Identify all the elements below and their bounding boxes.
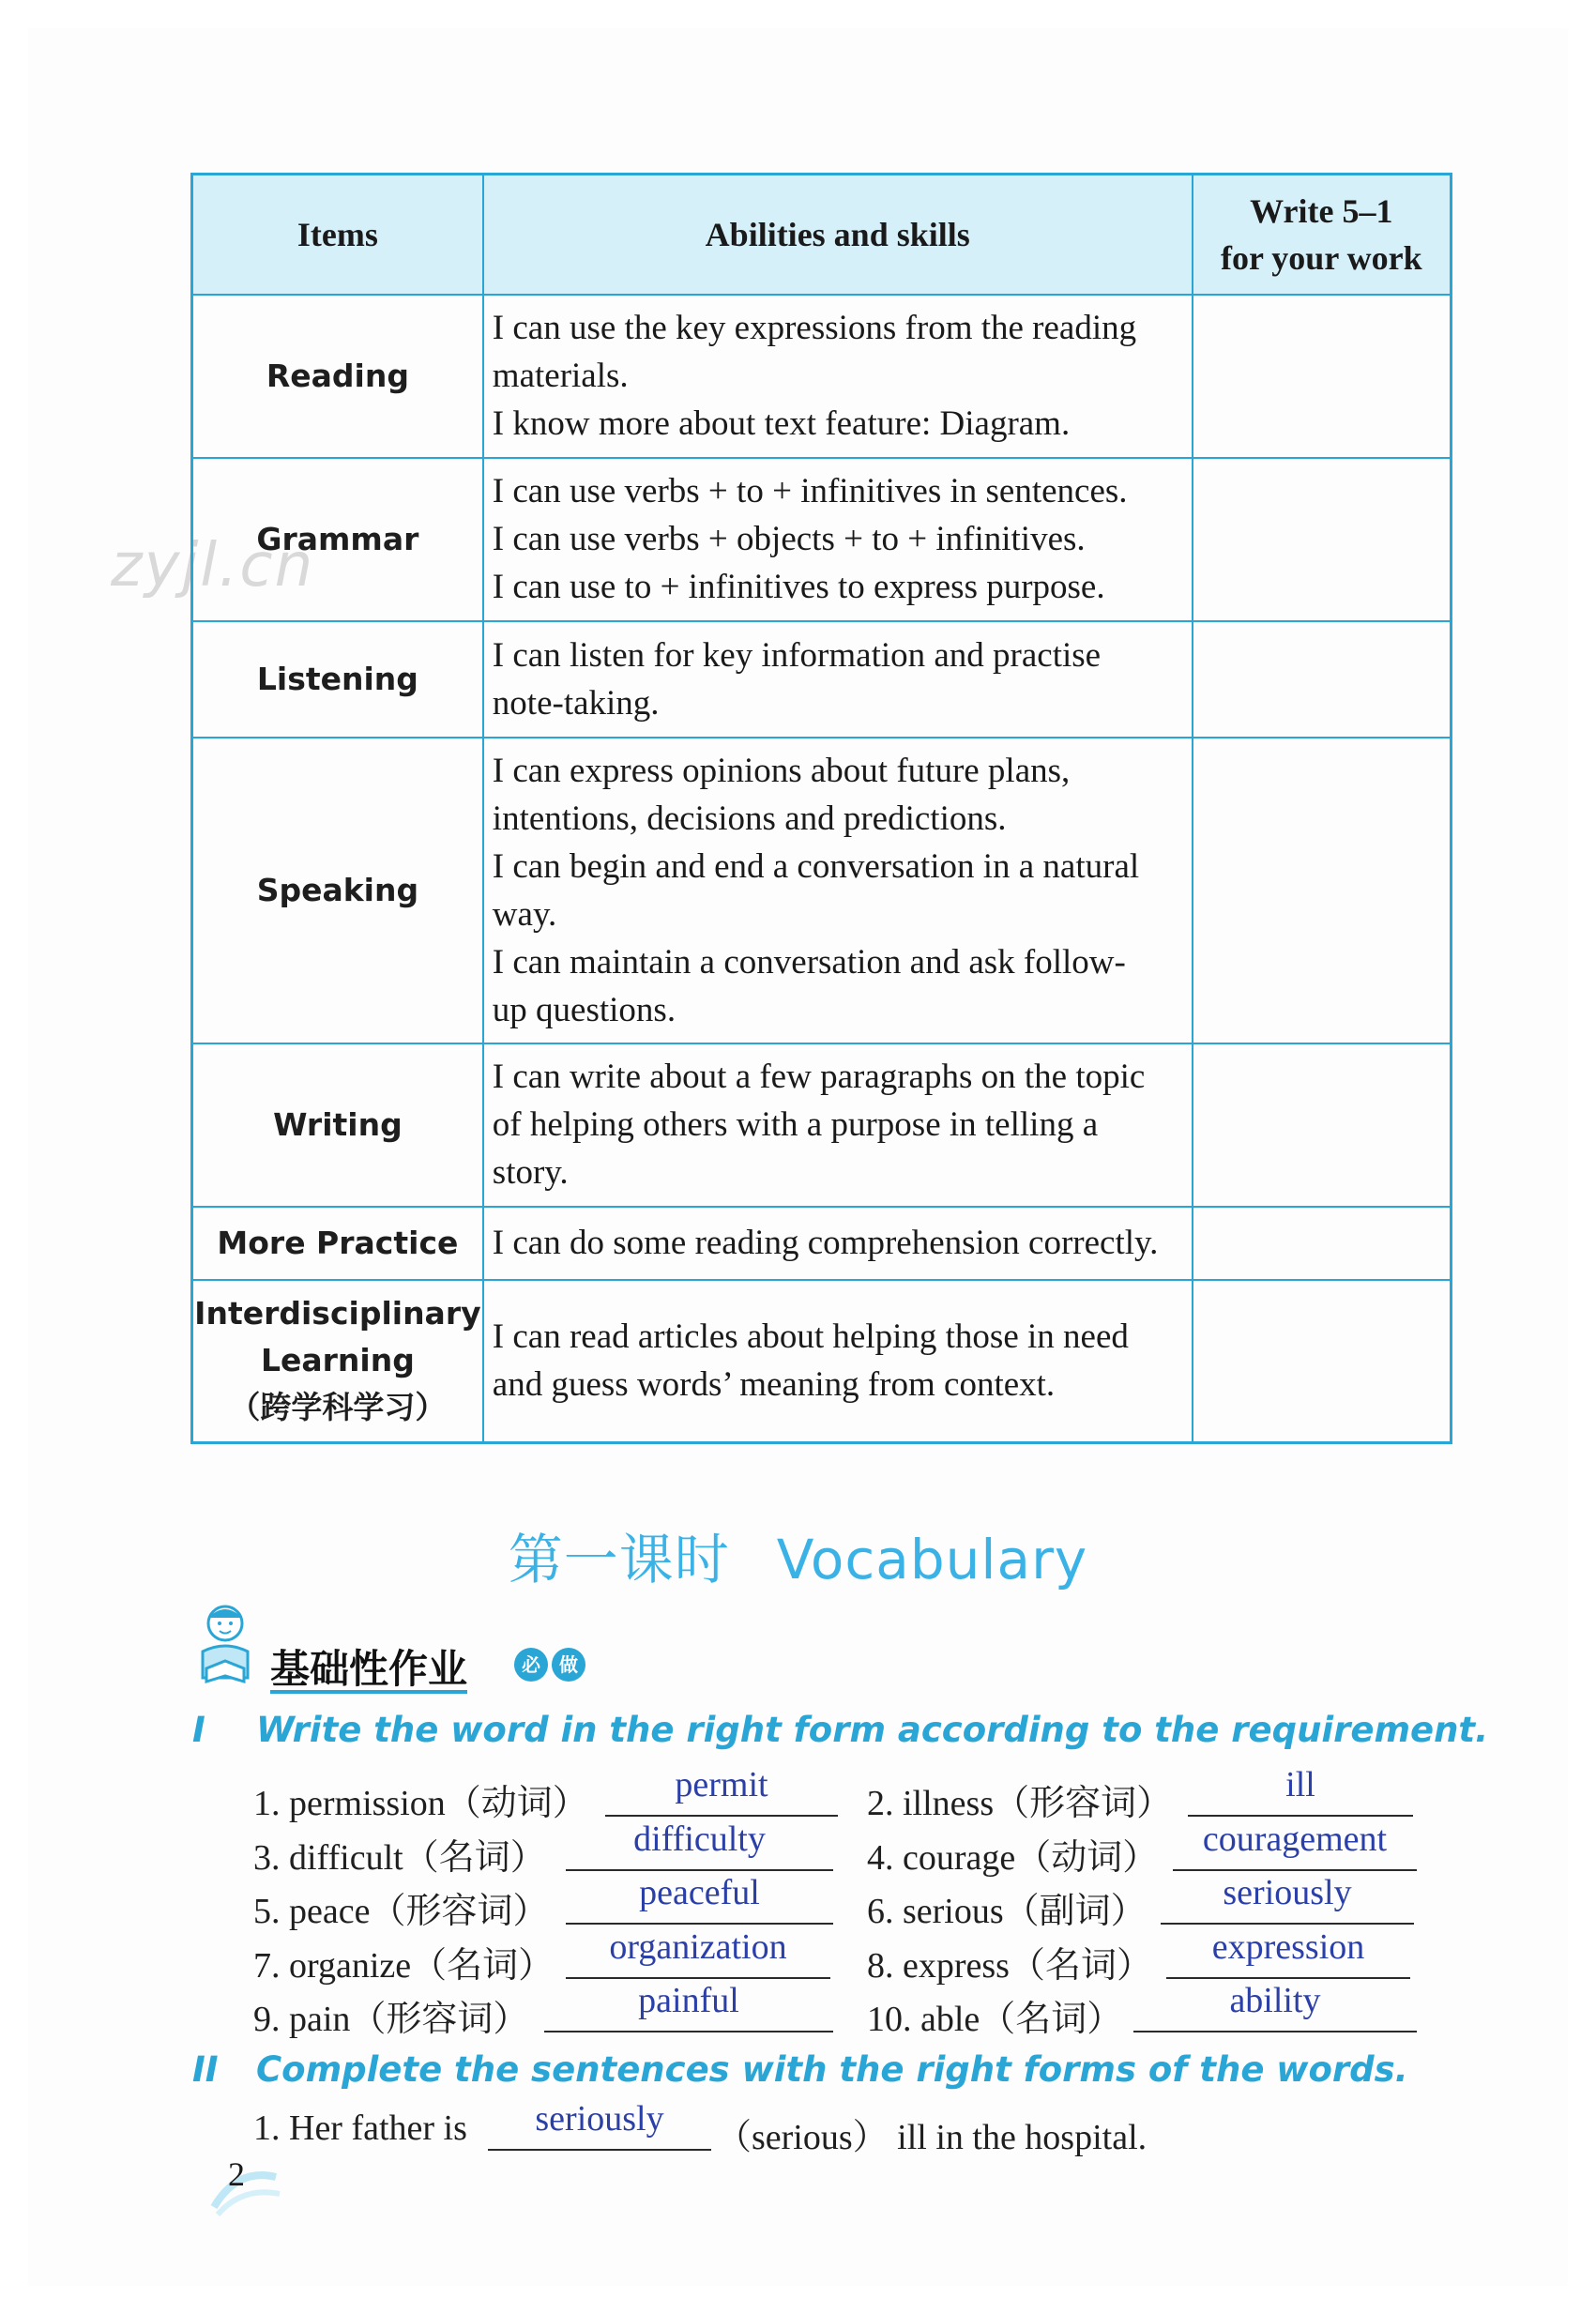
student-reading-icon <box>197 1603 263 1687</box>
row-item <box>192 1043 483 1207</box>
row-abilities <box>483 621 1193 738</box>
row-abilities <box>483 295 1193 458</box>
table-row <box>192 738 1452 1043</box>
row-item-label: Speaking <box>256 871 419 908</box>
row-item <box>192 738 483 1043</box>
ability-line: of helping others with a purpose in telling a <box>492 1105 1099 1144</box>
row-item-label: Interdisciplinary <box>194 1295 481 1332</box>
table-row <box>192 621 1452 738</box>
ability-line: I can express opinions about future plans, <box>492 751 1071 790</box>
ability-line: I can read articles about helping those in need <box>492 1317 1129 1357</box>
answer-text: difficulty <box>633 1819 766 1859</box>
row-abilities <box>483 1207 1193 1280</box>
ability-line: I can use verbs + to + infinitives in sentences. <box>492 472 1128 510</box>
lesson-title-cn: 第一课时 <box>508 1528 730 1591</box>
ability-line: I know more about text feature: Diagram. <box>492 404 1071 443</box>
answer-text: painful <box>638 1981 739 2020</box>
section-2-item-1-blank[interactable] <box>488 2099 711 2151</box>
score-cell[interactable] <box>1193 738 1452 1043</box>
ability-line: story. <box>492 1153 569 1192</box>
row-item <box>192 621 483 738</box>
row-item-label: Writing <box>273 1105 403 1143</box>
answer-text: couragement <box>1202 1819 1388 1859</box>
row-item <box>192 1207 483 1280</box>
question-prompt: 10. able（名词） <box>867 2000 1123 2039</box>
score-cell[interactable] <box>1193 295 1452 458</box>
section-2-item-1-after: （serious） ill in the hospital. <box>716 2118 1148 2157</box>
page-number: 2 <box>228 2155 245 2193</box>
question-prompt: 6. serious（副词） <box>867 1892 1147 1931</box>
score-cell[interactable] <box>1193 1043 1452 1207</box>
lesson-title <box>0 1515 1596 1594</box>
page-number-badge <box>186 2149 289 2224</box>
lesson-title-en: Vocabulary <box>776 1528 1088 1591</box>
homework-title: 基础性作业 <box>270 1646 468 1692</box>
ability-line: I can use verbs + objects + to + infinitives. <box>492 520 1086 558</box>
header-items: Items <box>192 175 483 295</box>
ability-line: I can do some reading comprehension correctly. <box>492 1224 1159 1262</box>
question-prompt: 5. peace（形容词） <box>253 1892 549 1931</box>
ability-line: note-taking. <box>492 683 660 723</box>
ability-line: I can maintain a conversation and ask follow- <box>492 942 1126 982</box>
ability-line: intentions, decisions and predictions. <box>492 799 1007 838</box>
ability-line: I can begin and end a conversation in a natural <box>492 846 1140 886</box>
answer-blank[interactable] <box>566 1873 833 1925</box>
section-2-heading <box>192 2049 1408 2090</box>
skills-table <box>190 173 1452 1444</box>
row-item-label: Listening <box>256 660 418 697</box>
badge-zuo: 做 <box>552 1648 585 1682</box>
row-item <box>192 458 483 621</box>
table-row <box>192 1043 1452 1207</box>
row-abilities <box>483 1043 1193 1207</box>
answer-blank[interactable] <box>1166 1927 1410 1979</box>
row-item-label: Reading <box>266 357 409 394</box>
answer-blank[interactable] <box>1173 1819 1417 1871</box>
ability-line: I can listen for key information and practise <box>492 635 1102 675</box>
row-item-label: More Practice <box>217 1224 459 1261</box>
answer-text: permit <box>675 1765 768 1804</box>
ability-line: and guess words’ meaning from context. <box>492 1365 1056 1405</box>
question-prompt: 4. courage（动词） <box>867 1838 1159 1878</box>
section-1-title: Write the word in the right form according to the requirement. <box>256 1710 1489 1750</box>
question-prompt: 8. express（名词） <box>867 1946 1152 1986</box>
score-cell[interactable] <box>1193 1207 1452 1280</box>
score-cell[interactable] <box>1193 621 1452 738</box>
section-2-title: Complete the sentences with the right forms of the words. <box>256 2049 1408 2090</box>
answer-text: expression <box>1211 1927 1365 1967</box>
score-cell[interactable] <box>1193 458 1452 621</box>
score-cell[interactable] <box>1193 1280 1452 1443</box>
answer-text: ill <box>1285 1765 1315 1804</box>
table-row <box>192 1280 1452 1443</box>
answer-blank[interactable] <box>1161 1873 1414 1925</box>
row-abilities <box>483 1280 1193 1443</box>
answer-blank[interactable] <box>1188 1765 1413 1817</box>
ability-line: I can write about a few paragraphs on the topic <box>492 1058 1146 1096</box>
answer-blank[interactable] <box>566 1927 830 1979</box>
section-2-item-1-before: 1. Her father is <box>253 2108 467 2148</box>
question-prompt: 2. illness（形容词） <box>867 1784 1173 1823</box>
question-prompt: 1. permission（动词） <box>253 1784 588 1823</box>
answer-blank[interactable] <box>544 1981 833 2032</box>
ability-line: up questions. <box>492 990 676 1029</box>
answer-blank[interactable] <box>1133 1981 1417 2032</box>
table-row <box>192 295 1452 458</box>
badge-bi: 必 <box>514 1648 548 1682</box>
watermark: zyjl.cn <box>111 531 315 601</box>
answer-text: ability <box>1229 1981 1321 2020</box>
section-2-item-1-answer: seriously <box>535 2099 664 2139</box>
ability-line: I can use to + infinitives to express purpose. <box>492 568 1105 606</box>
section-1-number: I <box>192 1710 205 1750</box>
ability-line: I can use the key expressions from the reading <box>492 309 1137 347</box>
ability-line: materials. <box>492 357 629 395</box>
answer-text: organization <box>609 1927 787 1967</box>
question-prompt: 7. organize（名词） <box>253 1946 555 1986</box>
row-item-label: Learning <box>260 1342 415 1379</box>
question-prompt: 3. difficult（名词） <box>253 1838 546 1878</box>
table-row <box>192 458 1452 621</box>
header-write-line1: Write 5–1 <box>1250 191 1393 230</box>
question-prompt: 9. pain（形容词） <box>253 2000 529 2039</box>
row-item <box>192 1280 483 1443</box>
row-abilities <box>483 458 1193 621</box>
ability-line: way. <box>492 894 557 934</box>
header-write-line2: for your work <box>1220 238 1422 277</box>
answer-text: seriously <box>1223 1873 1352 1912</box>
row-item-label: Grammar <box>256 520 419 557</box>
row-item-label: （跨学科学习） <box>229 1389 447 1426</box>
section-2-number: II <box>192 2049 219 2090</box>
answer-text: peaceful <box>639 1873 760 1912</box>
section-1-heading <box>192 1710 1488 1750</box>
row-item <box>192 295 483 458</box>
table-row <box>192 1207 1452 1280</box>
answer-blank[interactable] <box>566 1819 833 1871</box>
header-write-score <box>1193 175 1452 295</box>
answer-blank[interactable] <box>605 1765 838 1817</box>
row-abilities <box>483 738 1193 1043</box>
header-abilities: Abilities and skills <box>483 175 1193 295</box>
